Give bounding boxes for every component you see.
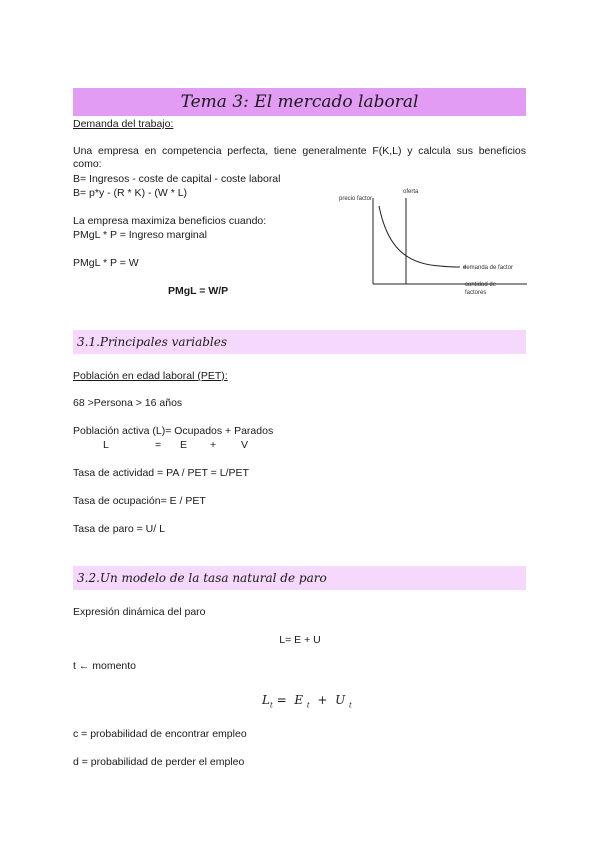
section-2-title: 3.2.Un modelo de la tasa natural de paro	[77, 571, 327, 585]
symbol-eq: =	[155, 439, 162, 451]
unemployment-rate: Tasa de paro = U/ L	[73, 523, 165, 535]
symbol-E: E	[180, 439, 188, 451]
age-range: 68 >Persona > 16 años	[73, 397, 183, 409]
c-definition: c = probabilidad de encontrar empleo	[73, 728, 247, 740]
dynamic-equation	[262, 693, 352, 709]
pmg-eq-1: PMgL * P = Ingreso marginal	[73, 229, 207, 241]
activity-rate: Tasa de actividad = PA / PET = L/PET	[73, 467, 249, 479]
symbol-plus: +	[210, 439, 217, 451]
demand-heading: Demanda del trabajo:	[73, 118, 174, 130]
time-note: t ← momento	[73, 660, 137, 672]
symbol-V: V	[241, 439, 249, 451]
maximize-text: La empresa maximiza beneficios cuando:	[73, 215, 267, 227]
graph-offer-label: oferta	[403, 189, 419, 195]
math-sub-2: t	[306, 701, 310, 710]
graph-y-label: precio factor	[339, 196, 373, 202]
math-sub-1: t	[269, 701, 273, 710]
graph-svg	[335, 186, 535, 316]
labor-demand-graph	[335, 186, 535, 316]
symbol-L: L	[103, 439, 109, 451]
dynamic-expression: Expresión dinámica del paro	[73, 606, 206, 618]
active-population: Población activa (L)= Ocupados + Parados	[73, 425, 274, 437]
graph-x-label-1: cantidad de	[465, 282, 497, 288]
math-E: E	[294, 693, 304, 707]
pet-heading: Población en edad laboral (PET):	[73, 370, 228, 382]
math-L: L	[262, 693, 270, 707]
benefit-formula-2: B= p*y - (R * K) - (W * L)	[73, 187, 188, 199]
graph-demand-label: demanda de factor	[463, 265, 514, 271]
base-equation: L= E + U	[279, 634, 321, 646]
benefit-formula-1: B= Ingresos - coste de capital - coste laboral	[73, 173, 281, 185]
math-plus: +	[317, 693, 328, 707]
math-U: U	[335, 693, 346, 707]
graph-x-label-2: factores	[465, 290, 487, 296]
demand-intro: Una empresa en competencia perfecta, tiene generalmente F(K,L) y calcula sus beneficios como:	[73, 145, 526, 170]
math-eq: =	[276, 693, 287, 707]
section-1-title: 3.1.Principales variables	[77, 335, 228, 349]
math-sub-3: t	[349, 701, 352, 710]
pmg-eq-2: PMgL * P = W	[73, 257, 139, 269]
page-title: Tema 3: El mercado laboral	[180, 92, 419, 112]
pmg-result: PMgL = W/P	[168, 285, 229, 297]
occupation-rate: Tasa de ocupación= E / PET	[73, 495, 206, 507]
d-definition: d = probabilidad de perder el empleo	[73, 756, 245, 768]
demand-curve-solid	[379, 206, 457, 267]
